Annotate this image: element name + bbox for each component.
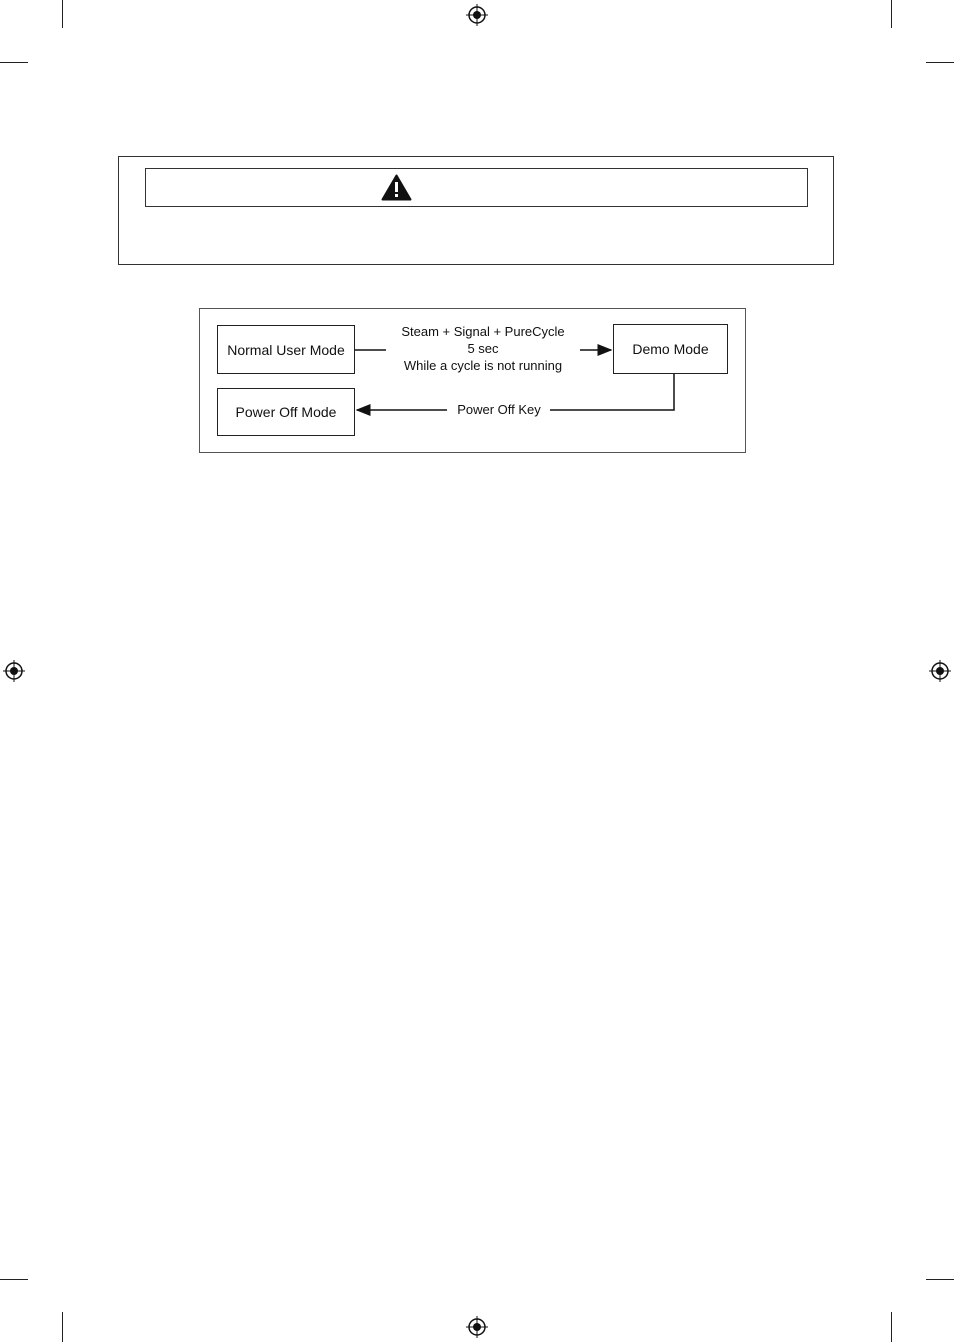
crop-mark-bottom-left-vertical: [62, 1312, 63, 1342]
crop-mark-bottom-right-vertical: [891, 1312, 892, 1342]
crop-mark-top-left-vertical: [62, 0, 63, 28]
demo-mode-label: Demo Mode: [632, 341, 709, 357]
power-off-mode-box: [217, 388, 355, 436]
normal-user-mode-label: Normal User Mode: [227, 341, 345, 358]
warning-header: [145, 168, 808, 207]
crop-mark-bottom-left-horizontal: [0, 1279, 28, 1280]
crop-mark-top-right-vertical: [891, 0, 892, 28]
key-combo-label: [387, 323, 579, 374]
crop-mark-bottom-right-horizontal: [926, 1279, 954, 1280]
crop-mark-top-right-horizontal: [926, 62, 954, 63]
warning-triangle-icon: [381, 174, 412, 201]
key-combo-line-3: While a cycle is not running: [403, 358, 563, 373]
normal-user-mode-box: [217, 325, 355, 374]
registration-mark-icon: [3, 660, 25, 682]
power-off-key-label: Power Off Key: [457, 402, 541, 417]
registration-mark-icon: [466, 4, 488, 26]
demo-mode-box: [613, 324, 728, 374]
key-combo-line-2: 5 sec: [467, 341, 499, 356]
power-off-mode-label: Power Off Mode: [235, 404, 337, 420]
crop-mark-top-left-horizontal: [0, 62, 28, 63]
registration-mark-icon: [929, 660, 951, 682]
key-combo-line-1: Steam + Signal + PureCycle: [401, 324, 565, 339]
registration-mark-icon: [466, 1316, 488, 1338]
